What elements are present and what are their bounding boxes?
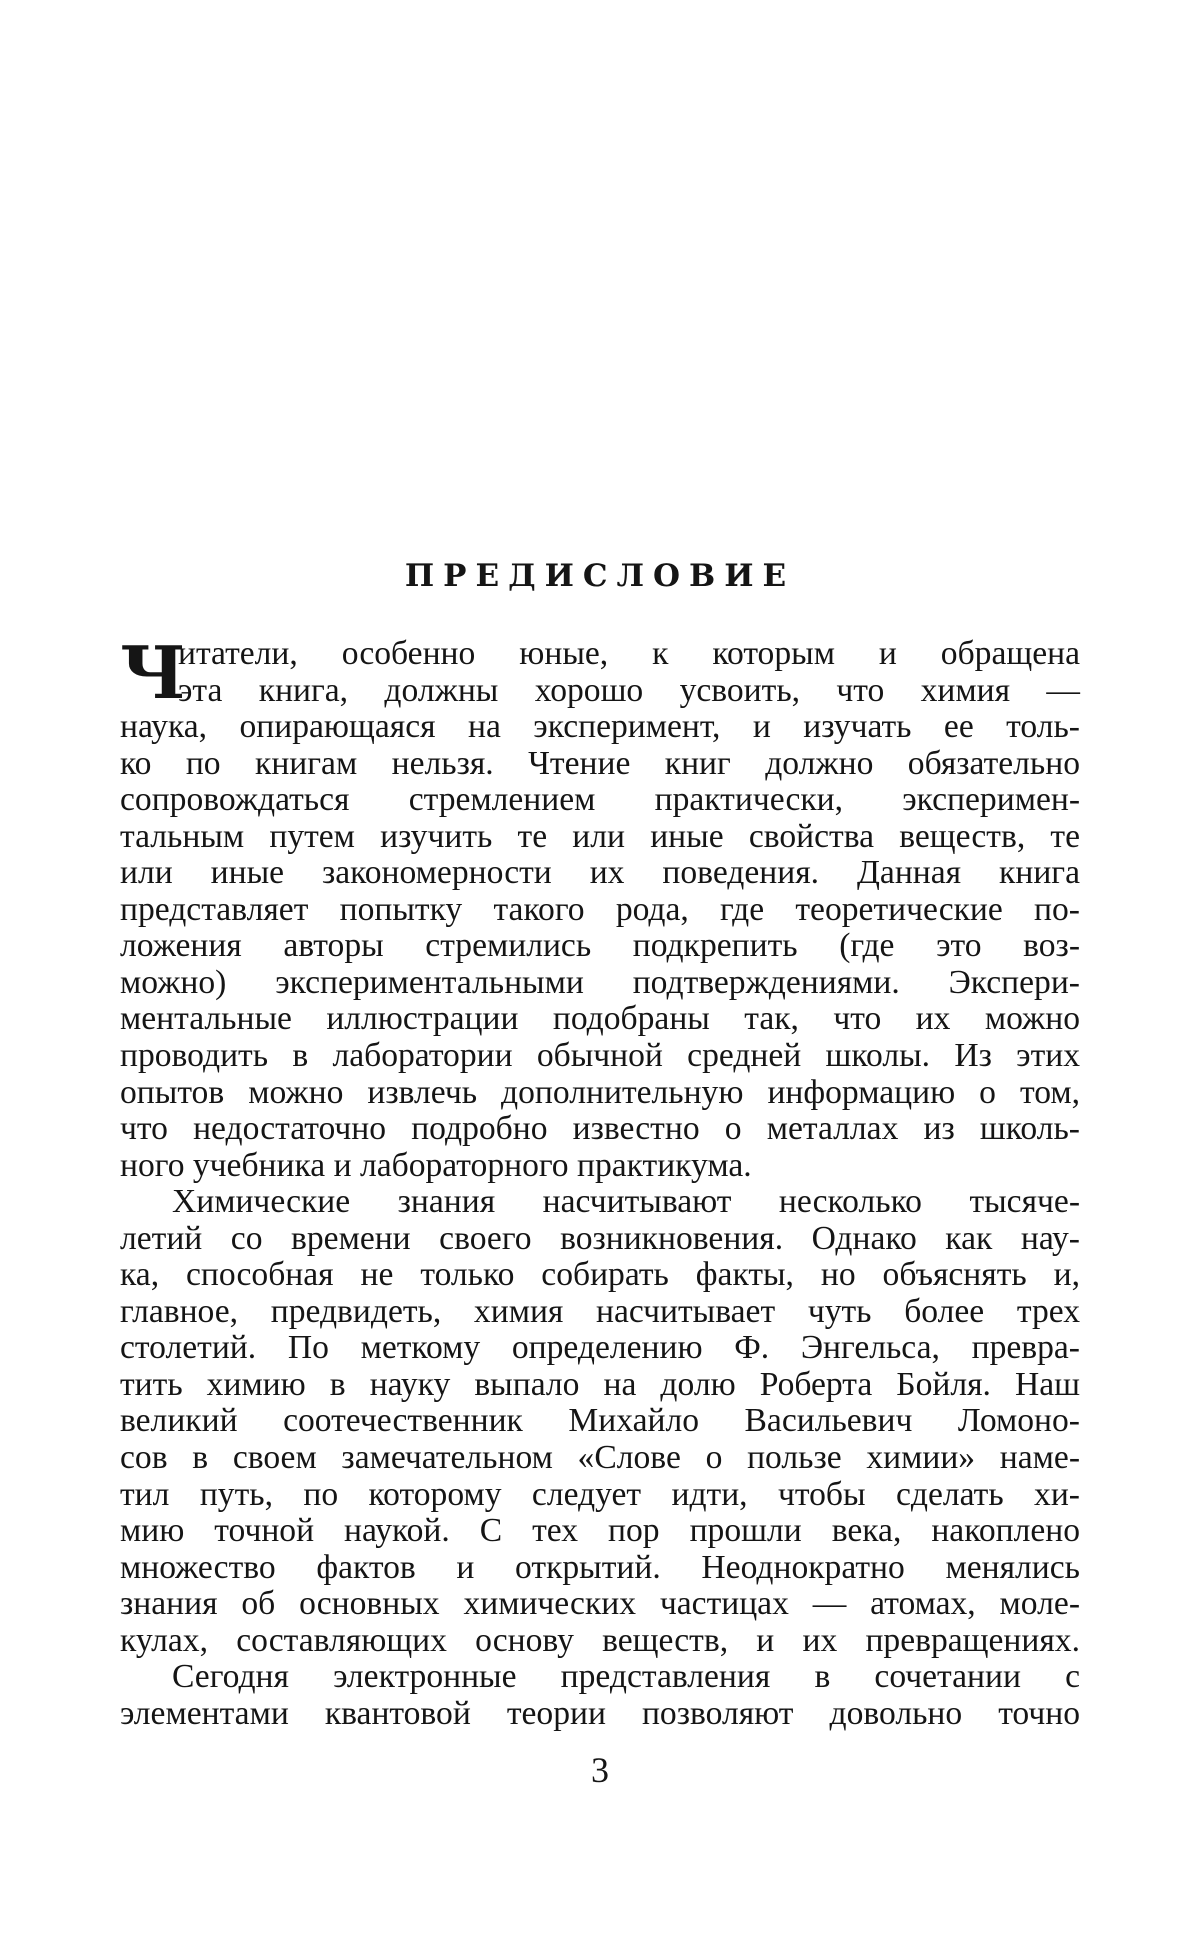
text-line: или иные закономерности их поведения. Данная книга [120, 855, 1080, 892]
paragraph-2 [120, 1184, 1080, 1659]
text-line: ко по книгам нельзя. Чтение книг должно обязательно [120, 746, 1080, 783]
drop-cap: Ч [120, 640, 186, 706]
text-line: столетий. По меткому определению Ф. Энгельса, превра- [120, 1330, 1080, 1367]
paragraph-1 [120, 636, 1080, 1184]
text-line: тальным путем изучить те или иные свойства веществ, те [120, 819, 1080, 856]
page-title: ПРЕДИСЛОВИЕ [0, 556, 1200, 596]
text-line: мию точной наукой. С тех пор прошли века, накоплено [120, 1513, 1080, 1550]
book-page [0, 0, 1200, 1945]
text-line: тить химию в науку выпало на долю Роберта Бойля. Наш [120, 1367, 1080, 1404]
text-line: элементами квантовой теории позволяют довольно точно [120, 1696, 1080, 1733]
text-line: ного учебника и лабораторного практикума. [120, 1148, 1080, 1185]
text-line: можно) экспериментальными подтверждениями. Экспери- [120, 965, 1080, 1002]
text-line: кулах, составляющих основу веществ, и их превращениях. [120, 1623, 1080, 1660]
text-line: Сегодня электронные представления в сочетании с [120, 1659, 1080, 1696]
text-line: наука, опирающаяся на эксперимент, и изучать ее толь- [120, 709, 1080, 746]
text-line: ка, способная не только собирать факты, но объяснять и, [120, 1257, 1080, 1294]
text-line: главное, предвидеть, химия насчитывает чуть более трех [120, 1294, 1080, 1331]
text-line: опытов можно извлечь дополнительную информацию о том, [120, 1075, 1080, 1112]
text-line: представляет попытку такого рода, где теоретические по- [120, 892, 1080, 929]
text-line: великий соотечественник Михайло Васильевич Ломоно- [120, 1403, 1080, 1440]
text-line: летий со времени своего возникновения. Однако как нау- [120, 1221, 1080, 1258]
text-line: ментальные иллюстрации подобраны так, что их можно [120, 1001, 1080, 1038]
text-line: сопровождаться стремлением практически, эксперимен- [120, 782, 1080, 819]
page-number: 3 [0, 1750, 1200, 1790]
text-line: что недостаточно подробно известно о металлах из школь- [120, 1111, 1080, 1148]
body-text [120, 636, 1080, 1732]
text-line: ложения авторы стремились подкрепить (где это воз- [120, 928, 1080, 965]
text-line: множество фактов и открытий. Неоднократно менялись [120, 1550, 1080, 1587]
text-line: тил путь, по которому следует идти, чтобы сделать хи- [120, 1477, 1080, 1514]
text-line: эта книга, должны хорошо усвоить, что химия — [120, 673, 1080, 710]
paragraph-3 [120, 1659, 1080, 1732]
text-line: сов в своем замечательном «Слове о пользе химии» наме- [120, 1440, 1080, 1477]
text-line: итатели, особенно юные, к которым и обращена [120, 636, 1080, 673]
text-line: Химические знания насчитывают несколько тысяче- [120, 1184, 1080, 1221]
text-line: знания об основных химических частицах — атомах, моле- [120, 1586, 1080, 1623]
text-line: проводить в лаборатории обычной средней школы. Из этих [120, 1038, 1080, 1075]
